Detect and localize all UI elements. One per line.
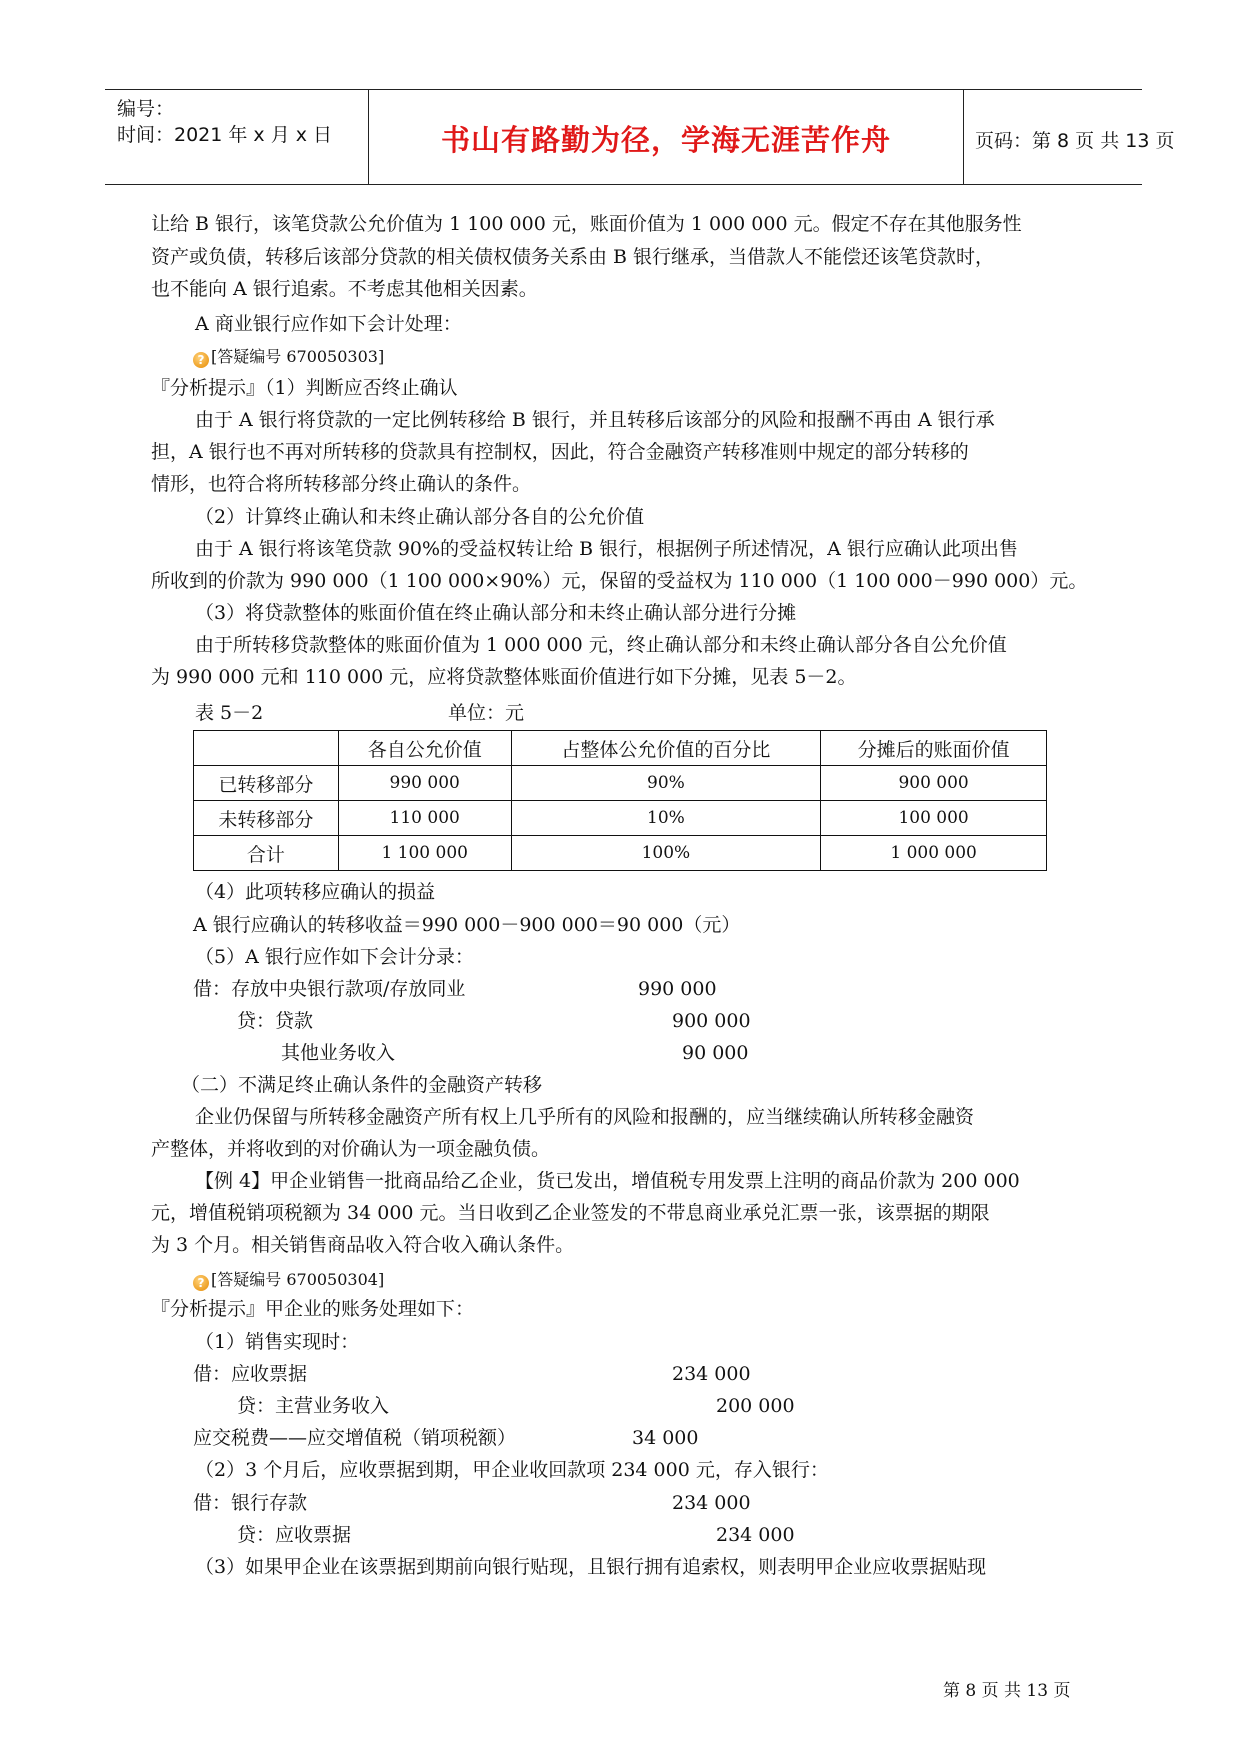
- table-cell: 900 000: [821, 766, 1047, 801]
- question-icon: ?: [193, 1275, 209, 1291]
- text-line: 企业仍保留与所转移金融资产所有权上几乎所有的风险和报酬的，应当继续确认所转移金融资: [195, 1106, 975, 1128]
- table-header-cell: 各自公允价值: [338, 731, 511, 766]
- entry-debit: 借：存放中央银行款项/存放同业: [193, 978, 466, 1000]
- text-line: （3）将贷款整体的账面价值在终止确认部分和未终止确认部分进行分摊: [195, 602, 797, 624]
- table-cell: 100 000: [821, 801, 1047, 836]
- text-line: 情形，也符合将所转移部分终止确认的条件。: [151, 473, 532, 495]
- entry-amount: 200 000: [716, 1395, 795, 1417]
- entry-credit: 贷：主营业务收入: [237, 1395, 390, 1417]
- section-heading: （二）不满足终止确认条件的金融资产转移: [181, 1074, 543, 1096]
- table-header-cell: [194, 731, 339, 766]
- header-page-cell: [965, 90, 1175, 184]
- table-cell: 已转移部分: [194, 766, 339, 801]
- text-line: 也不能向 A 银行追索。不考虑其他相关因素。: [151, 278, 538, 300]
- example-heading: 【例 4】甲企业销售一批商品给乙企业，货已发出，增值税专用发票上注明的商品价款为 200 000: [195, 1170, 1020, 1192]
- table-cell: 90%: [511, 766, 821, 801]
- number-label: 编号：: [117, 98, 175, 120]
- entry-debit: 借：银行存款: [193, 1492, 308, 1514]
- text-line: （3）如果甲企业在该票据到期前向银行贴现，且银行拥有追索权，则表明甲企业应收票据贴现: [195, 1556, 987, 1578]
- text-line: （5）A 银行应作如下会计分录：: [195, 946, 474, 968]
- text-line: （2）3 个月后，应收票据到期，甲企业收回款项 234 000 元，存入银行：: [195, 1459, 829, 1481]
- text-line: 为 3 个月。相关销售商品收入符合收入确认条件。: [151, 1234, 575, 1256]
- text-line: （4）此项转移应确认的损益: [195, 881, 436, 903]
- header-left-cell: [105, 90, 369, 184]
- entry-amount: 234 000: [716, 1524, 795, 1546]
- allocation-table: [193, 730, 1047, 871]
- header-motto-cell: [369, 90, 964, 184]
- page-footer: 第 8 页 共 13 页: [943, 1681, 1071, 1701]
- text-line: 元，增值税销项税额为 34 000 元。当日收到乙企业签发的不带息商业承兑汇票一张，该票据的期限: [151, 1202, 990, 1224]
- table-cell: 1 000 000: [821, 836, 1047, 871]
- text-line: 由于所转移贷款整体的账面价值为 1 000 000 元，终止确认部分和未终止确认部分各自公允价值: [195, 634, 1007, 656]
- table-row: [194, 836, 1047, 871]
- page-code: 页码：第 8 页 共 13 页: [975, 130, 1175, 152]
- entry-debit: 借：应收票据: [193, 1363, 308, 1385]
- text-line: 『分析提示』甲企业的账务处理如下：: [151, 1298, 475, 1320]
- table-header-cell: 分摊后的账面价值: [821, 731, 1047, 766]
- answer-id-link[interactable]: ? [答疑编号 670050303]: [193, 344, 384, 370]
- text-line: 『分析提示』（1）判断应否终止确认: [151, 377, 458, 399]
- entry-credit: 贷：贷款: [237, 1010, 314, 1032]
- table-unit: 单位：元: [448, 702, 525, 724]
- entry-amount: 234 000: [672, 1492, 751, 1514]
- table-row: [194, 801, 1047, 836]
- table-header-cell: 占整体公允价值的百分比: [511, 731, 821, 766]
- entry-credit: 应交税费——应交增值税（销项税额）: [193, 1427, 517, 1449]
- entry-amount: 34 000: [632, 1427, 699, 1449]
- entry-amount: 234 000: [672, 1363, 751, 1385]
- table-cell: 未转移部分: [194, 801, 339, 836]
- table-cell: 100%: [511, 836, 821, 871]
- text-line: （1）销售实现时：: [195, 1331, 360, 1353]
- text-line: 由于 A 银行将贷款的一定比例转移给 B 银行，并且转移后该部分的风险和报酬不再由 A 银行承: [195, 409, 995, 431]
- text-line: （2）计算终止确认和未终止确认部分各自的公允价值: [195, 506, 645, 528]
- text-line: 所收到的价款为 990 000（1 100 000×90%）元，保留的受益权为 110 000（1 100 000－990 000）元。: [151, 570, 1088, 592]
- answer-id-link[interactable]: ? [答疑编号 670050304]: [193, 1267, 384, 1293]
- question-icon: ?: [193, 352, 209, 368]
- table-cell: 10%: [511, 801, 821, 836]
- table-cell: 990 000: [338, 766, 511, 801]
- text-line: A 银行应确认的转移收益＝990 000－900 000＝90 000（元）: [193, 914, 741, 936]
- entry-amount: 900 000: [672, 1010, 751, 1032]
- entry-credit: 贷：应收票据: [237, 1524, 352, 1546]
- table-header-row: [194, 731, 1047, 766]
- text-line: 让给 B 银行，该笔贷款公允价值为 1 100 000 元，账面价值为 1 000 000 元。假定不存在其他服务性: [151, 213, 1022, 235]
- time-label: 时间：2021 年 x 月 x 日: [117, 124, 333, 146]
- entry-amount: 90 000: [682, 1042, 749, 1064]
- motto: 书山有路勤为径，学海无涯苦作舟: [440, 123, 891, 157]
- table-cell: 110 000: [338, 801, 511, 836]
- table-row: [194, 766, 1047, 801]
- text-line: 资产或负债，转移后该部分贷款的相关债权债务关系由 B 银行继承，当借款人不能偿还该笔贷款时，: [151, 246, 995, 268]
- table-cell: 1 100 000: [338, 836, 511, 871]
- text-line: 为 990 000 元和 110 000 元，应将贷款整体账面价值进行如下分摊，见表 5－2。: [151, 666, 857, 688]
- text-line: 产整体，并将收到的对价确认为一项金融负债。: [151, 1138, 551, 1160]
- text-line: 由于 A 银行将该笔贷款 90%的受益权转让给 B 银行，根据例子所述情况，A 银行应确认此项出售: [195, 538, 1018, 560]
- entry-credit: 其他业务收入: [281, 1042, 396, 1064]
- text-line: A 商业银行应作如下会计处理：: [195, 313, 462, 335]
- text-line: 担，A 银行也不再对所转移的贷款具有控制权，因此，符合金融资产转移准则中规定的部分转移的: [151, 441, 969, 463]
- entry-amount: 990 000: [638, 978, 717, 1000]
- table-cell: 合计: [194, 836, 339, 871]
- document-header: [105, 89, 1175, 185]
- table-caption: 表 5－2: [195, 702, 264, 724]
